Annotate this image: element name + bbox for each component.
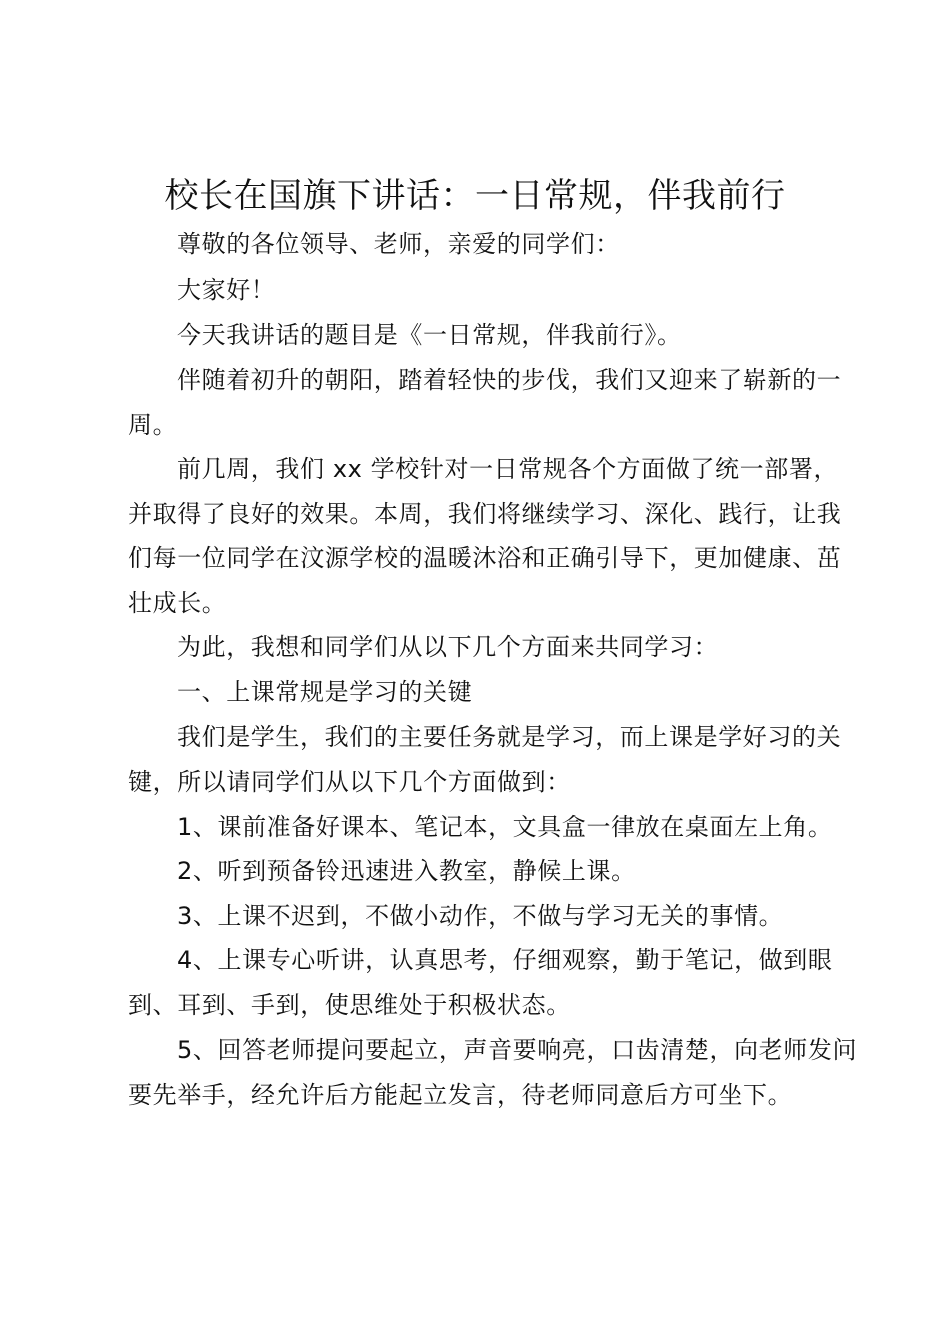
list-item-5: 5、回答老师提问要起立，声音要响亮，口齿清楚，向老师发问要先举手，经允许后方能起立发言，待老师同意后方可坐下。 [128, 1036, 858, 1109]
paragraph-topic: 今天我讲话的题目是《一日常规，伴我前行》。 [177, 321, 682, 349]
list-item-3: 3、上课不迟到，不做小动作，不做与学习无关的事情。 [177, 902, 784, 930]
list-item-4: 4、上课专心听讲，认真思考，仔细观察，勤于笔记，做到眼到、耳到、手到，使思维处于积极状态。 [128, 946, 833, 1019]
section-heading-1: 一、上课常规是学习的关键 [177, 678, 473, 706]
paragraph-background: 前几周，我们 xx 学校针对一日常规各个方面做了统一部署，并取得了良好的效果。本周，我们将继续学习、深化、践行，让我们每一位同学在汶源学校的温暖沐浴和正确引导下，更加健康、茁壮成长。 [128, 455, 842, 617]
paragraph-section-1-intro: 我们是学生，我们的主要任务就是学习，而上课是学好习的关键，所以请同学们从以下几个方面做到： [128, 723, 842, 796]
list-item-1: 1、课前准备好课本、笔记本，文具盒一律放在桌面左上角。 [177, 813, 833, 841]
paragraph-transition: 为此，我想和同学们从以下几个方面来共同学习： [177, 633, 719, 661]
paragraph-greeting: 大家好！ [177, 276, 276, 304]
document-title: 校长在国旗下讲话：一日常规，伴我前行 [164, 176, 786, 216]
paragraph-salutation: 尊敬的各位领导、老师，亲爱的同学们： [177, 230, 620, 258]
paragraph-intro: 伴随着初升的朝阳，踏着轻快的步伐，我们又迎来了崭新的一周。 [128, 366, 842, 439]
list-item-2: 2、听到预备铃迅速进入教室，静候上课。 [177, 857, 636, 885]
